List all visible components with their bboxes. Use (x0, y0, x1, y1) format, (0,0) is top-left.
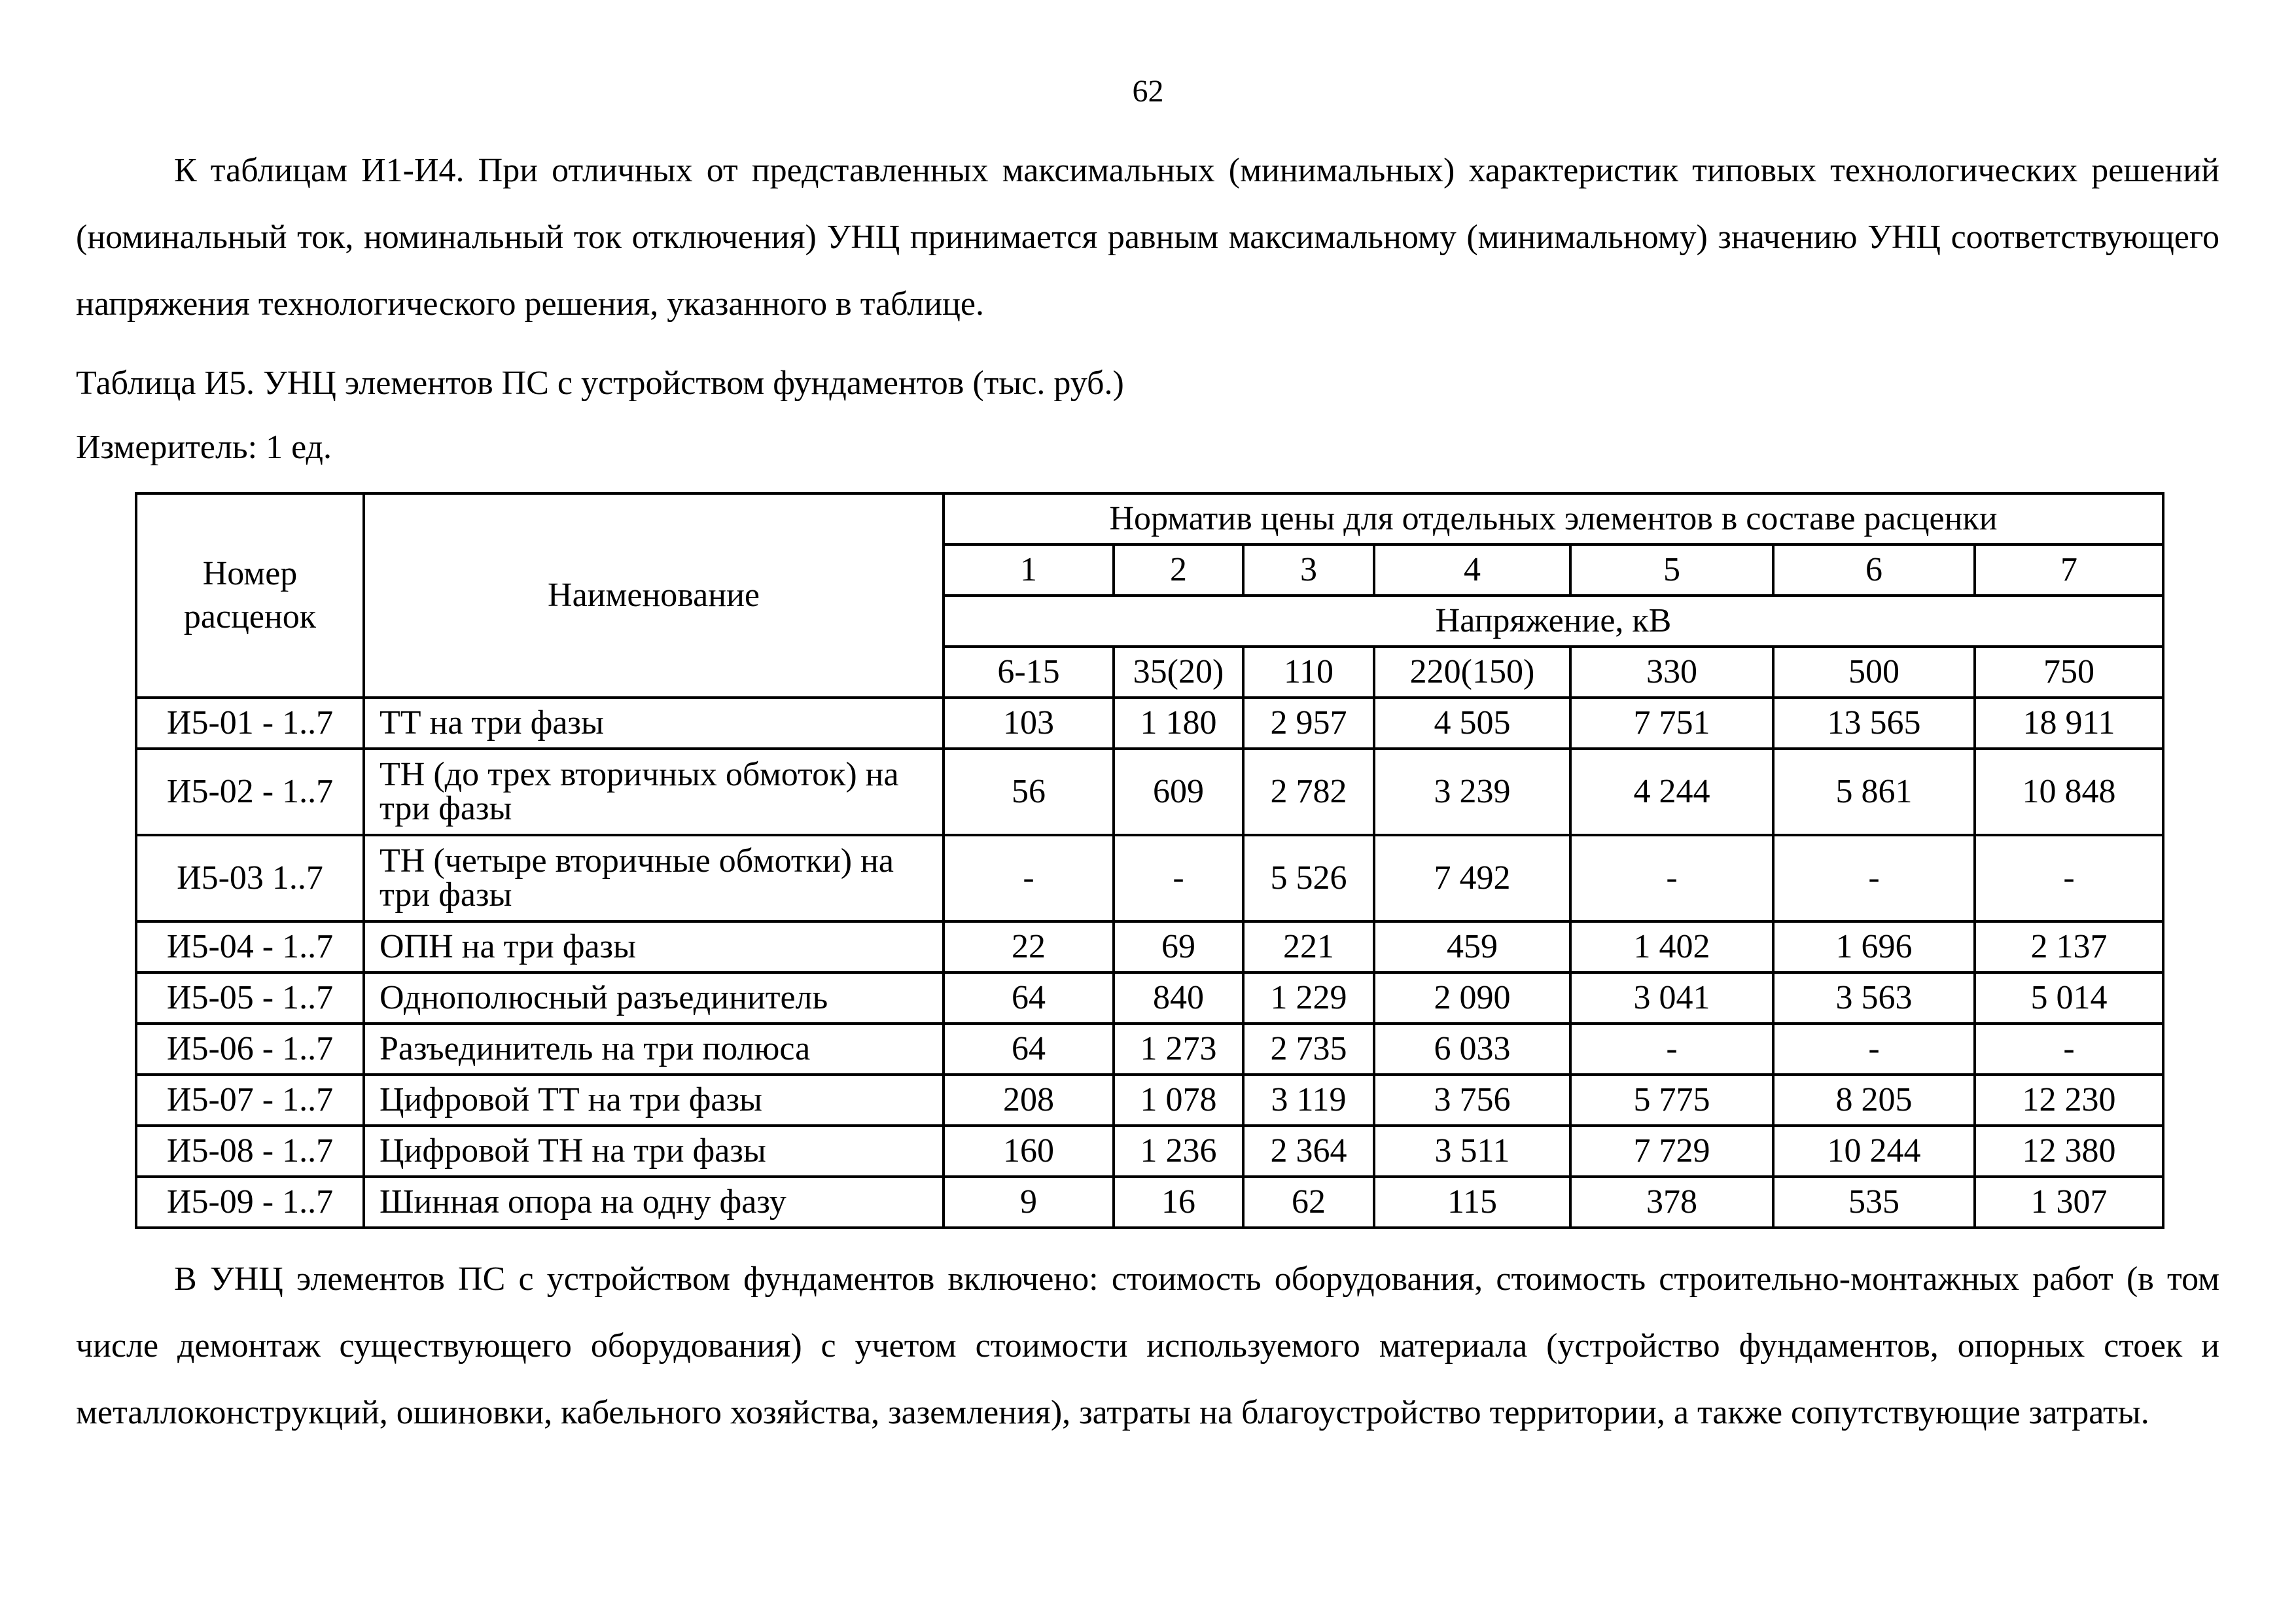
row-value: 16 (1114, 1177, 1243, 1228)
header-number-col: Номер расценок (136, 493, 364, 698)
table-row (136, 1177, 2163, 1228)
header-column-number: 2 (1114, 544, 1243, 596)
table-row (136, 835, 2163, 921)
row-value: 1 236 (1114, 1126, 1243, 1177)
header-group-title: Норматив цены для отдельных элементов в составе расценки (944, 493, 2163, 544)
header-voltage-title: Напряжение, кВ (944, 596, 2163, 647)
row-value: 160 (944, 1126, 1114, 1177)
row-value: 22 (944, 921, 1114, 972)
row-value: 10 244 (1773, 1126, 1975, 1177)
row-code: И5-02 - 1..7 (136, 749, 364, 835)
row-value: 7 492 (1374, 835, 1570, 921)
row-value: 1 696 (1773, 921, 1975, 972)
row-value: 5 014 (1975, 972, 2163, 1024)
row-value: 1 307 (1975, 1177, 2163, 1228)
row-value: - (1975, 835, 2163, 921)
row-name: ОПН на три фазы (364, 921, 944, 972)
row-name: ТН (до трех вторичных обмоток) на три фазы (364, 749, 944, 835)
row-name: Цифровой ТН на три фазы (364, 1126, 944, 1177)
row-name: Цифровой ТТ на три фазы (364, 1075, 944, 1126)
row-value: 9 (944, 1177, 1114, 1228)
row-value: 3 563 (1773, 972, 1975, 1024)
row-value: 1 078 (1114, 1075, 1243, 1126)
header-voltage: 220(150) (1374, 647, 1570, 698)
row-value: 208 (944, 1075, 1114, 1126)
header-voltage: 35(20) (1114, 647, 1243, 698)
row-value: 3 756 (1374, 1075, 1570, 1126)
table-row (136, 972, 2163, 1024)
row-value: 56 (944, 749, 1114, 835)
row-value: 840 (1114, 972, 1243, 1024)
row-value: 10 848 (1975, 749, 2163, 835)
price-table (135, 492, 2164, 1229)
row-value: 2 782 (1243, 749, 1374, 835)
row-value: 2 735 (1243, 1024, 1374, 1075)
row-value: 7 729 (1570, 1126, 1773, 1177)
header-voltage: 6-15 (944, 647, 1114, 698)
row-value: 103 (944, 698, 1114, 749)
intro-paragraph: К таблицам И1-И4. При отличных от представленных максимальных (минимальных) характеристик типовых технологических решений (номинальный ток, номинальный ток отключения) УНЦ принимается равным максимальному (минимальному) значению УНЦ соответствующего напряжения технологического решения, указанного в таблице. (76, 152, 2219, 323)
header-column-number: 1 (944, 544, 1114, 596)
table-row (136, 749, 2163, 835)
row-value: 459 (1374, 921, 1570, 972)
header-name-col: Наименование (364, 493, 944, 698)
row-value: 4 244 (1570, 749, 1773, 835)
table-row (136, 1024, 2163, 1075)
row-value: 69 (1114, 921, 1243, 972)
row-code: И5-03 1..7 (136, 835, 364, 921)
row-value: - (1773, 835, 1975, 921)
table-row (136, 1075, 2163, 1126)
row-value: 18 911 (1975, 698, 2163, 749)
table-row (136, 921, 2163, 972)
row-value: 378 (1570, 1177, 1773, 1228)
row-value: 6 033 (1374, 1024, 1570, 1075)
row-value: - (1773, 1024, 1975, 1075)
header-column-number: 3 (1243, 544, 1374, 596)
table-row (136, 698, 2163, 749)
row-value: 609 (1114, 749, 1243, 835)
row-code: И5-06 - 1..7 (136, 1024, 364, 1075)
header-column-number: 4 (1374, 544, 1570, 596)
row-value: 4 505 (1374, 698, 1570, 749)
row-value: 12 230 (1975, 1075, 2163, 1126)
header-voltage: 750 (1975, 647, 2163, 698)
row-value: 7 751 (1570, 698, 1773, 749)
row-value: 3 119 (1243, 1075, 1374, 1126)
row-value: 1 180 (1114, 698, 1243, 749)
row-value: 1 402 (1570, 921, 1773, 972)
row-name: ТТ на три фазы (364, 698, 944, 749)
closing-paragraph: В УНЦ элементов ПС с устройством фундаментов включено: стоимость оборудования, стоимость строительно-монтажных работ (в том числе демонтаж существующего оборудования) с учетом стоимости используемого материала (устройство фундаментов, опорных стоек и металлоконструкций, ошиновки, кабельного хозяйства, заземления), затраты на благоустройство территории, а также сопутствующие затраты. (76, 1260, 2219, 1431)
row-value: 12 380 (1975, 1126, 2163, 1177)
row-value: 1 273 (1114, 1024, 1243, 1075)
row-name: Однополюсный разъединитель (364, 972, 944, 1024)
row-code: И5-01 - 1..7 (136, 698, 364, 749)
row-value: 3 041 (1570, 972, 1773, 1024)
header-voltage: 110 (1243, 647, 1374, 698)
row-value: - (1570, 835, 1773, 921)
row-name: Шинная опора на одну фазу (364, 1177, 944, 1228)
row-value: 2 137 (1975, 921, 2163, 972)
header-voltage: 500 (1773, 647, 1975, 698)
header-column-number: 7 (1975, 544, 2163, 596)
row-value: 13 565 (1773, 698, 1975, 749)
header-column-number: 5 (1570, 544, 1773, 596)
row-value: 3 511 (1374, 1126, 1570, 1177)
row-code: И5-04 - 1..7 (136, 921, 364, 972)
header-voltage: 330 (1570, 647, 1773, 698)
row-value: - (1570, 1024, 1773, 1075)
row-value: 5 775 (1570, 1075, 1773, 1126)
row-value: - (944, 835, 1114, 921)
table-caption: Таблица И5. УНЦ элементов ПС с устройством фундаментов (тыс. руб.) (76, 365, 1124, 402)
row-code: И5-05 - 1..7 (136, 972, 364, 1024)
unit-caption: Измеритель: 1 ед. (76, 429, 332, 466)
table-row (136, 1126, 2163, 1177)
row-value: 115 (1374, 1177, 1570, 1228)
row-name: ТН (четыре вторичные обмотки) на три фазы (364, 835, 944, 921)
header-row-group (136, 493, 2163, 544)
row-code: И5-07 - 1..7 (136, 1075, 364, 1126)
row-value: 5 861 (1773, 749, 1975, 835)
row-value: - (1975, 1024, 2163, 1075)
row-code: И5-09 - 1..7 (136, 1177, 364, 1228)
row-name: Разъединитель на три полюса (364, 1024, 944, 1075)
row-value: - (1114, 835, 1243, 921)
row-value: 221 (1243, 921, 1374, 972)
row-value: 64 (944, 972, 1114, 1024)
row-value: 8 205 (1773, 1075, 1975, 1126)
row-value: 5 526 (1243, 835, 1374, 921)
row-value: 2 957 (1243, 698, 1374, 749)
row-value: 1 229 (1243, 972, 1374, 1024)
row-value: 64 (944, 1024, 1114, 1075)
row-value: 3 239 (1374, 749, 1570, 835)
row-value: 535 (1773, 1177, 1975, 1228)
row-value: 2 090 (1374, 972, 1570, 1024)
row-value: 62 (1243, 1177, 1374, 1228)
page-number: 62 (1132, 74, 1164, 109)
row-value: 2 364 (1243, 1126, 1374, 1177)
row-code: И5-08 - 1..7 (136, 1126, 364, 1177)
header-column-number: 6 (1773, 544, 1975, 596)
